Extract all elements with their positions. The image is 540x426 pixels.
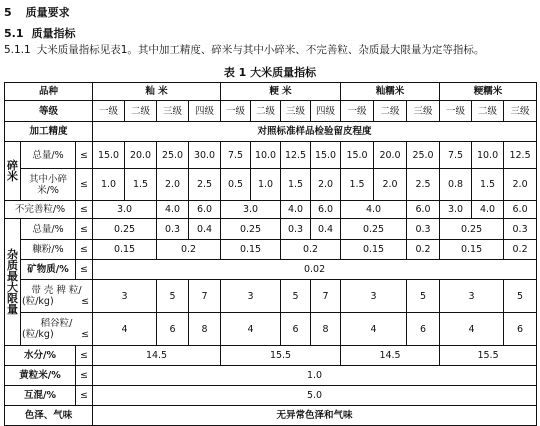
value-cell: 12.5	[504, 142, 537, 169]
broken-small-label: 其中小碎米/%	[21, 169, 76, 201]
value-cell: 15.0	[311, 142, 341, 169]
grade-cell: 二级	[472, 101, 504, 122]
paddy-label-line1: 稻谷粒/	[40, 318, 73, 329]
value-cell: 3	[93, 280, 157, 313]
grade-cell: 三级	[157, 101, 189, 122]
value-cell: 10.0	[472, 142, 504, 169]
value-cell: 0.2	[407, 240, 440, 260]
subsection-number: 5.1	[4, 27, 24, 40]
yellow-label: 黄粒米/%	[5, 366, 76, 386]
color-label: 色泽、气味	[5, 406, 93, 426]
leq-sign: ≤	[76, 169, 93, 201]
value-cell: 0.2	[504, 240, 537, 260]
value-cell: 3	[341, 280, 407, 313]
impurity-total-label: 总量/%	[21, 219, 76, 240]
value-cell: 25.0	[407, 142, 440, 169]
bran-row	[5, 240, 537, 260]
leq-sign: ≤	[81, 329, 90, 340]
value-cell: 4.0	[157, 201, 189, 219]
mixed-label: 互混/%	[5, 386, 76, 406]
value-cell: 3.0	[221, 201, 281, 219]
paddy-label-line2	[22, 329, 91, 340]
variety-label: 品种	[5, 83, 93, 101]
value-cell: 0.8	[440, 169, 472, 201]
moisture-row	[5, 346, 537, 366]
value-cell: 5	[407, 280, 440, 313]
variety-glutinous-japonica: 粳糯米	[440, 83, 537, 101]
section-heading	[4, 4, 70, 20]
value-cell: 0.15	[341, 240, 407, 260]
value-cell: 7	[311, 280, 341, 313]
broken-total-label: 总量/%	[21, 142, 76, 169]
value-cell: 0.5	[221, 169, 251, 201]
value-cell: 6.0	[189, 201, 221, 219]
grade-cell: 三级	[407, 101, 440, 122]
variety-row	[5, 83, 537, 101]
value-cell: 2.5	[189, 169, 221, 201]
value-cell: 4.0	[341, 201, 407, 219]
leq-sign: ≤	[76, 366, 93, 386]
value-cell: 7.5	[221, 142, 251, 169]
value-cell: 15.0	[93, 142, 125, 169]
value-cell: 25.0	[157, 142, 189, 169]
paddy-label	[21, 313, 93, 346]
value-cell: 6	[407, 313, 440, 346]
bran-label: 糠粉/%	[21, 240, 76, 260]
value-cell: 6	[504, 313, 537, 346]
value-cell: 1.5	[281, 169, 311, 201]
value-cell: 5	[157, 280, 189, 313]
imperfect-label: 不完善粒/%	[5, 201, 76, 219]
leq-sign: ≤	[76, 386, 93, 406]
grade-cell: 一级	[440, 101, 472, 122]
leq-sign: ≤	[76, 346, 93, 366]
value-cell: 20.0	[374, 142, 407, 169]
unhusked-unit: (粒/kg)	[22, 296, 54, 307]
value-cell: 4	[221, 313, 281, 346]
grade-cell: 一级	[93, 101, 125, 122]
mineral-row	[5, 260, 537, 280]
value-cell: 0.15	[93, 240, 157, 260]
value-cell: 15.0	[341, 142, 374, 169]
leq-sign: ≤	[81, 296, 90, 307]
value-cell: 0.25	[440, 219, 504, 240]
unhusked-label	[21, 280, 93, 313]
color-value: 无异常色泽和气味	[93, 406, 537, 426]
broken-group-label: 碎米	[5, 142, 21, 201]
paragraph	[4, 42, 484, 57]
value-cell: 0.3	[157, 219, 189, 240]
paddy-unit: (粒/kg)	[22, 329, 54, 340]
value-cell: 0.3	[407, 219, 440, 240]
mixed-row	[5, 386, 537, 406]
grade-label: 等级	[5, 101, 93, 122]
leq-sign: ≤	[76, 219, 93, 240]
leq-sign: ≤	[76, 260, 93, 280]
paragraph-number: 5.1.1	[4, 44, 31, 56]
value-cell: 5	[504, 280, 537, 313]
value-cell: 0.2	[157, 240, 221, 260]
broken-small-row	[5, 169, 537, 201]
value-cell: 4.0	[281, 201, 311, 219]
value-cell: 4.0	[472, 201, 504, 219]
value-cell: 14.5	[93, 346, 221, 366]
value-cell: 6.0	[407, 201, 440, 219]
value-cell: 8	[311, 313, 341, 346]
value-cell: 0.4	[311, 219, 341, 240]
unhusked-row	[5, 280, 537, 313]
variety-japonica: 粳 米	[221, 83, 341, 101]
value-cell: 2.0	[374, 169, 407, 201]
color-row	[5, 406, 537, 426]
grade-cell: 四级	[189, 101, 221, 122]
value-cell: 3	[440, 280, 504, 313]
impurity-group-label: 杂质最大限量	[5, 219, 21, 346]
value-cell: 1.0	[251, 169, 281, 201]
yellow-value: 1.0	[93, 366, 537, 386]
unhusked-label-line2	[22, 296, 91, 307]
value-cell: 4	[341, 313, 407, 346]
value-cell: 15.5	[221, 346, 341, 366]
value-cell: 14.5	[341, 346, 440, 366]
value-cell: 3.0	[440, 201, 472, 219]
value-cell: 30.0	[189, 142, 221, 169]
value-cell: 12.5	[281, 142, 311, 169]
grade-cell: 二级	[374, 101, 407, 122]
grade-cell: 三级	[281, 101, 311, 122]
value-cell: 6.0	[504, 201, 537, 219]
quality-table	[4, 82, 537, 426]
imperfect-row	[5, 201, 537, 219]
value-cell: 0.2	[281, 240, 341, 260]
value-cell: 3	[221, 280, 281, 313]
grade-cell: 二级	[125, 101, 157, 122]
value-cell: 6.0	[311, 201, 341, 219]
grade-cell: 一级	[221, 101, 251, 122]
section-title: 质量要求	[25, 6, 70, 19]
subsection-title: 质量指标	[31, 27, 76, 40]
value-cell: 2.5	[407, 169, 440, 201]
value-cell: 8	[189, 313, 221, 346]
grade-cell: 二级	[251, 101, 281, 122]
paddy-row	[5, 313, 537, 346]
value-cell: 2.0	[504, 169, 537, 201]
grade-cell: 四级	[311, 101, 341, 122]
subsection-heading	[4, 25, 76, 41]
value-cell: 6	[281, 313, 311, 346]
value-cell: 4	[440, 313, 504, 346]
value-cell: 6	[157, 313, 189, 346]
grade-row	[5, 101, 537, 122]
value-cell: 10.0	[251, 142, 281, 169]
precision-value: 对照标准样品检验留皮程度	[93, 122, 537, 142]
grade-cell: 三级	[504, 101, 537, 122]
value-cell: 20.0	[125, 142, 157, 169]
value-cell: 1.0	[93, 169, 125, 201]
mineral-value: 0.02	[93, 260, 537, 280]
value-cell: 15.5	[440, 346, 537, 366]
grade-cell: 一级	[341, 101, 374, 122]
value-cell: 2.0	[311, 169, 341, 201]
impurity-total-row	[5, 219, 537, 240]
value-cell: 0.3	[281, 219, 311, 240]
yellow-row	[5, 366, 537, 386]
variety-glutinous-indica: 籼糯米	[341, 83, 440, 101]
precision-label: 加工精度	[5, 122, 93, 142]
paragraph-text: 大米质量指标见表1。其中加工精度、碎米与其中小碎米、不完善粒、杂质最大限量为定等指标。	[36, 44, 485, 56]
leq-sign: ≤	[76, 240, 93, 260]
value-cell: 0.15	[221, 240, 281, 260]
leq-sign: ≤	[76, 142, 93, 169]
value-cell: 0.15	[440, 240, 504, 260]
value-cell: 5	[281, 280, 311, 313]
table-caption: 表 1 大米质量指标	[223, 66, 317, 79]
value-cell: 1.5	[472, 169, 504, 201]
value-cell: 1.5	[341, 169, 374, 201]
variety-indica: 籼 米	[93, 83, 221, 101]
value-cell: 0.4	[189, 219, 221, 240]
value-cell: 2.0	[157, 169, 189, 201]
mineral-label: 矿物质/%	[21, 260, 76, 280]
leq-sign: ≤	[76, 201, 93, 219]
unhusked-label-line1: 带 壳 稗 粒/	[31, 285, 82, 296]
precision-row	[5, 122, 537, 142]
value-cell: 4	[93, 313, 157, 346]
section-number: 5	[4, 6, 12, 19]
value-cell: 0.25	[341, 219, 407, 240]
value-cell: 3.0	[93, 201, 157, 219]
value-cell: 7	[189, 280, 221, 313]
broken-total-row	[5, 142, 537, 169]
value-cell: 0.3	[504, 219, 537, 240]
value-cell: 7.5	[440, 142, 472, 169]
value-cell: 1.5	[125, 169, 157, 201]
value-cell: 0.25	[221, 219, 281, 240]
value-cell: 0.25	[93, 219, 157, 240]
moisture-label: 水分/%	[5, 346, 76, 366]
mixed-value: 5.0	[93, 386, 537, 406]
